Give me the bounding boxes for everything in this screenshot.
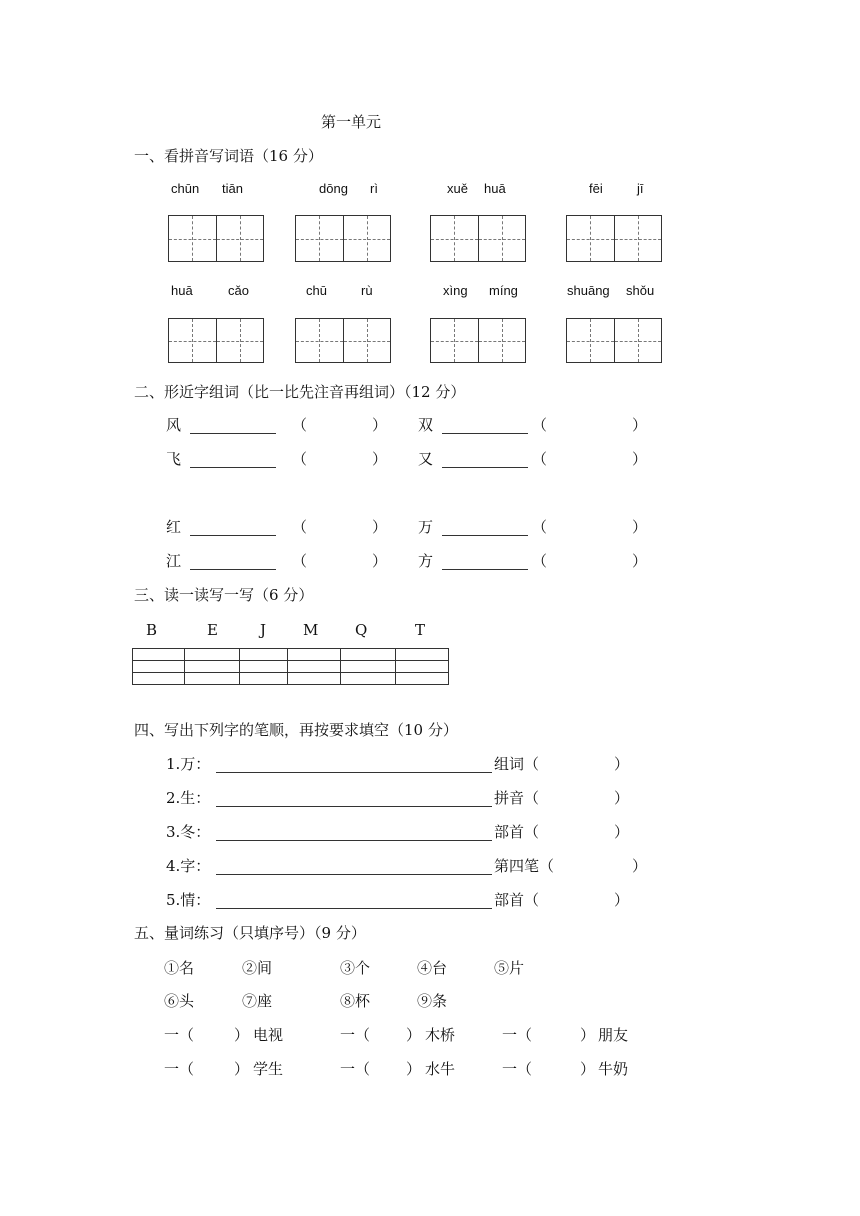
fill-prefix: 一（	[164, 1026, 195, 1044]
compare-char: 万	[418, 518, 434, 536]
measure-word-option: ④台	[417, 959, 448, 977]
measure-word-option: ⑦座	[242, 992, 273, 1010]
measure-word-option: ①名	[164, 959, 195, 977]
section-4-heading: 四、写出下列字的笔顺，再按要求填空（10 分）	[134, 721, 458, 739]
pinyin: dōng	[319, 181, 348, 196]
writing-box[interactable]	[430, 318, 526, 363]
pinyin: rì	[370, 181, 378, 196]
answer-line[interactable]	[190, 535, 276, 536]
letter: J	[260, 621, 267, 639]
paren-close: ）	[406, 1026, 422, 1044]
paren-close: ）	[632, 450, 648, 468]
paren-close: ）	[632, 416, 648, 434]
paren-close: ）	[372, 450, 388, 468]
paren-close: ）	[372, 552, 388, 570]
paren-close: ）	[372, 518, 388, 536]
stroke-order-line[interactable]	[216, 908, 492, 909]
paren-open: （	[532, 552, 548, 570]
pinyin: xuě	[447, 181, 468, 196]
fill-prefix: 一（	[502, 1026, 533, 1044]
paren-close: ）	[234, 1026, 250, 1044]
section-2-heading: 二、形近字组词（比一比先注音再组词）（12 分）	[134, 383, 466, 401]
paren-close: ）	[234, 1060, 250, 1078]
pinyin: shuāng	[567, 283, 610, 298]
paren-open: （	[532, 450, 548, 468]
paren-close: ）	[372, 416, 388, 434]
compare-char: 江	[166, 552, 182, 570]
answer-line[interactable]	[190, 433, 276, 434]
paren-close: ）	[580, 1060, 596, 1078]
paren-close: ）	[614, 823, 630, 841]
measure-word-option: ⑥头	[164, 992, 195, 1010]
answer-line[interactable]	[190, 467, 276, 468]
pinyin: tiān	[222, 181, 243, 196]
letter: B	[146, 621, 158, 639]
stroke-item-tail: 组词（	[494, 755, 540, 773]
compare-char: 红	[166, 518, 182, 536]
pinyin: rù	[361, 283, 373, 298]
paren-open: （	[532, 518, 548, 536]
letter: Q	[355, 621, 368, 639]
fill-phrase: 电视	[253, 1026, 284, 1044]
paren-close: ）	[580, 1026, 596, 1044]
writing-box[interactable]	[566, 318, 662, 363]
measure-word-option: ⑨条	[417, 992, 448, 1010]
stroke-item-label: 5.情：	[166, 891, 211, 909]
letter-writing-grid[interactable]	[132, 648, 449, 685]
section-5-heading: 五、量词练习（只填序号）（9 分）	[134, 924, 366, 942]
paren-close: ）	[614, 789, 630, 807]
stroke-item-tail: 第四笔（	[494, 857, 555, 875]
paren-close: ）	[614, 891, 630, 909]
fill-prefix: 一（	[340, 1026, 371, 1044]
stroke-item-tail: 部首（	[494, 823, 540, 841]
writing-box[interactable]	[295, 318, 391, 363]
fill-phrase: 牛奶	[598, 1060, 629, 1078]
stroke-order-line[interactable]	[216, 772, 492, 773]
measure-word-option: ⑤片	[494, 959, 525, 977]
writing-box[interactable]	[566, 215, 662, 262]
fill-prefix: 一（	[502, 1060, 533, 1078]
answer-line[interactable]	[190, 569, 276, 570]
pinyin: chū	[306, 283, 327, 298]
answer-line[interactable]	[442, 535, 528, 536]
compare-char: 双	[418, 416, 434, 434]
pinyin: huā	[484, 181, 506, 196]
paren-open: （	[292, 518, 308, 536]
fill-phrase: 水牛	[425, 1060, 456, 1078]
pinyin: shǒu	[626, 283, 655, 298]
compare-char: 飞	[166, 450, 182, 468]
fill-phrase: 木桥	[425, 1026, 456, 1044]
answer-line[interactable]	[442, 433, 528, 434]
pinyin: jī	[637, 181, 644, 196]
stroke-item-label: 1.万：	[166, 755, 211, 773]
compare-char: 又	[418, 450, 434, 468]
letter: E	[207, 621, 218, 639]
paren-open: （	[292, 416, 308, 434]
stroke-item-label: 4.字：	[166, 857, 211, 875]
stroke-order-line[interactable]	[216, 840, 492, 841]
fill-phrase: 朋友	[598, 1026, 629, 1044]
paren-close: ）	[632, 518, 648, 536]
stroke-item-tail: 拼音（	[494, 789, 540, 807]
paren-close: ）	[406, 1060, 422, 1078]
stroke-item-tail: 部首（	[494, 891, 540, 909]
section-1-heading: 一、看拼音写词语（16 分）	[134, 147, 323, 165]
page-title: 第一单元	[321, 113, 382, 131]
letter: T	[415, 621, 426, 639]
writing-box[interactable]	[430, 215, 526, 262]
stroke-order-line[interactable]	[216, 874, 492, 875]
section-3-heading: 三、读一读写一写（6 分）	[134, 586, 314, 604]
stroke-item-label: 2.生：	[166, 789, 211, 807]
paren-open: （	[532, 416, 548, 434]
letter: M	[303, 621, 319, 639]
paren-close: ）	[632, 552, 648, 570]
fill-prefix: 一（	[340, 1060, 371, 1078]
fill-phrase: 学生	[253, 1060, 284, 1078]
answer-line[interactable]	[442, 569, 528, 570]
pinyin: xìng	[443, 283, 468, 298]
paren-close: ）	[632, 857, 648, 875]
answer-line[interactable]	[442, 467, 528, 468]
compare-char: 方	[418, 552, 434, 570]
stroke-item-label: 3.冬：	[166, 823, 211, 841]
pinyin: chūn	[171, 181, 200, 196]
paren-open: （	[292, 552, 308, 570]
pinyin: huā	[171, 283, 193, 298]
compare-char: 风	[166, 416, 182, 434]
measure-word-option: ⑧杯	[340, 992, 371, 1010]
fill-prefix: 一（	[164, 1060, 195, 1078]
stroke-order-line[interactable]	[216, 806, 492, 807]
paren-open: （	[292, 450, 308, 468]
writing-box[interactable]	[168, 318, 264, 363]
pinyin: fēi	[589, 181, 603, 196]
paren-close: ）	[614, 755, 630, 773]
writing-box[interactable]	[168, 215, 264, 262]
pinyin: míng	[489, 283, 518, 298]
writing-box[interactable]	[295, 215, 391, 262]
measure-word-option: ③个	[340, 959, 371, 977]
measure-word-option: ②间	[242, 959, 273, 977]
pinyin: cǎo	[228, 283, 249, 298]
